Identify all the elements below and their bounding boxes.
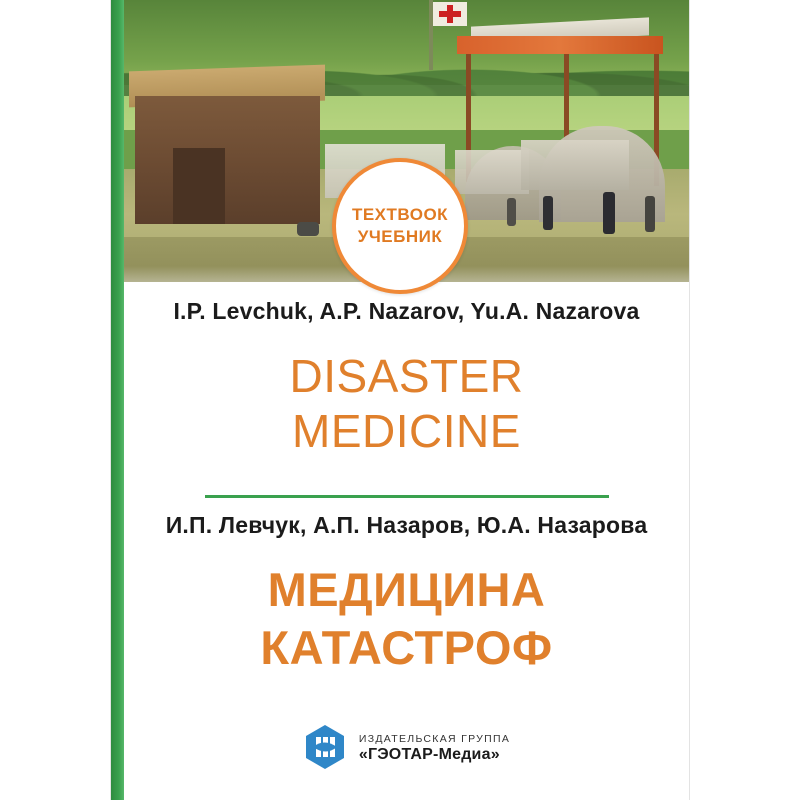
badge-label-ru: УЧЕБНИК xyxy=(357,227,443,246)
badge-label-en: ТЕХТВООК xyxy=(351,205,449,224)
publisher-block xyxy=(124,724,689,770)
title-english-line1: DISASTER xyxy=(289,350,524,402)
title-russian-line1: МЕДИЦИНА xyxy=(267,563,546,616)
red-cross-flag-icon xyxy=(433,2,467,26)
title-russian-line2: КАТАСТРОФ xyxy=(260,621,553,674)
photo-person xyxy=(507,198,516,226)
photo-large-tent xyxy=(135,96,320,224)
cover-spine-strip xyxy=(111,0,124,800)
book-cover xyxy=(111,0,689,800)
publisher-group-label: ИЗДАТЕЛЬСКАЯ ГРУППА xyxy=(358,733,511,745)
english-block xyxy=(124,282,689,459)
photo-tent xyxy=(521,140,629,190)
title-english xyxy=(124,349,689,459)
russian-block xyxy=(124,512,689,677)
photo-person xyxy=(603,192,615,234)
geotar-media-logo-icon xyxy=(303,724,347,770)
photo-equipment xyxy=(297,222,319,236)
title-english-line2: MEDICINE xyxy=(292,405,521,457)
authors-english: I.P. Levchuk, A.P. Nazarov, Yu.A. Nazarova xyxy=(173,298,640,324)
publisher-name: «ГЭОТАР-Медиа» xyxy=(358,746,500,763)
textbook-badge xyxy=(332,158,468,294)
publisher-text xyxy=(359,731,510,763)
green-divider-rule xyxy=(205,495,609,498)
title-russian xyxy=(124,561,689,677)
photo-person xyxy=(543,196,553,230)
photo-tent xyxy=(455,150,529,194)
photo-person xyxy=(645,196,655,232)
authors-russian: И.П. Левчук, А.П. Назаров, Ю.А. Назарова xyxy=(165,512,648,538)
photo-orange-awning xyxy=(457,36,663,54)
photo-large-tent-door xyxy=(173,148,225,224)
